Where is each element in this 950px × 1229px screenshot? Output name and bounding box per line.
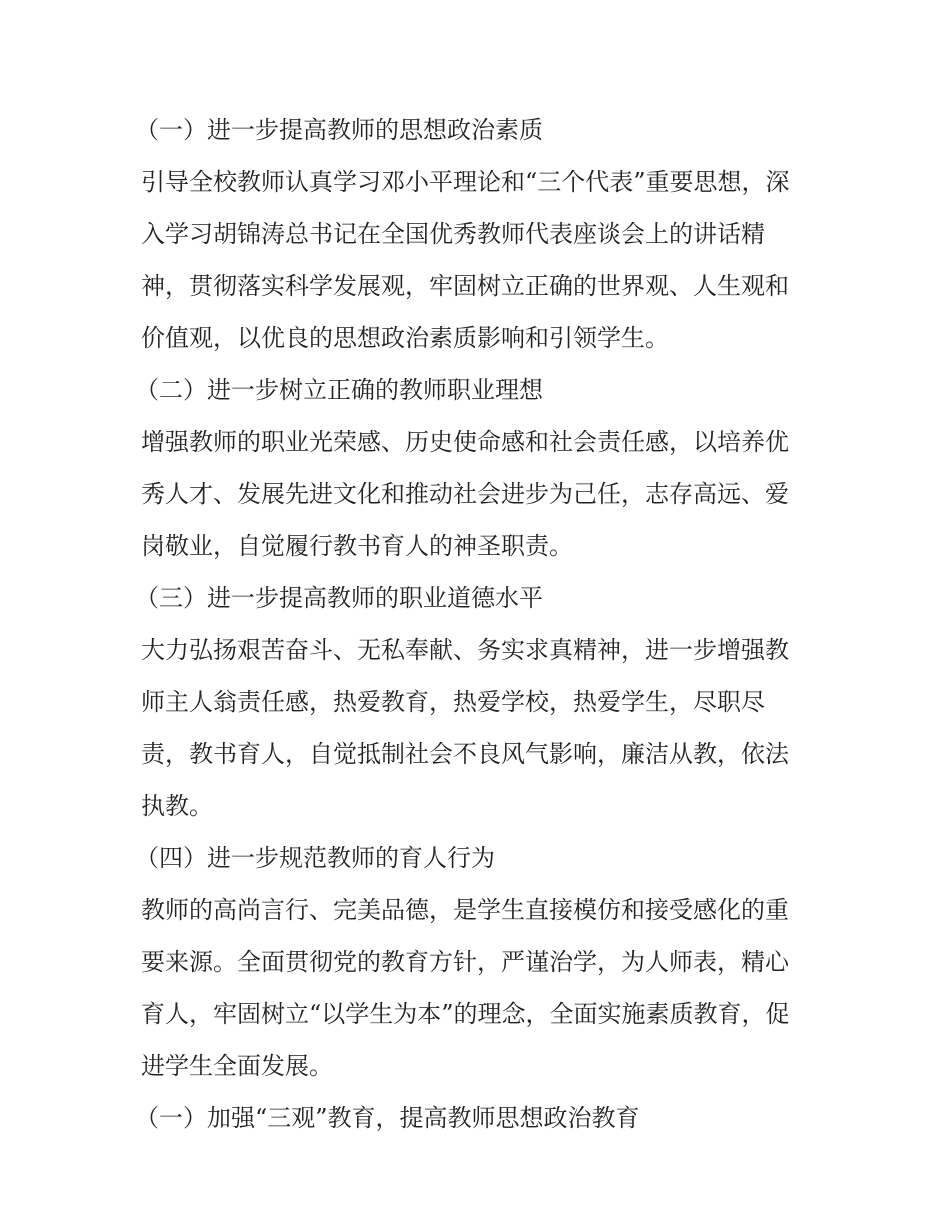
paragraph-line: 师主人翁责任感，热爱教育，热爱学校，热爱学生，尽职尽 (141, 688, 765, 716)
section-heading: （四）进一步规范教师的育人行为 (135, 844, 495, 872)
paragraph-line: 神，贯彻落实科学发展观，牢固树立正确的世界观、人生观和 (141, 272, 789, 300)
paragraph-line: 教师的高尚言行、完美品德，是学生直接模仿和接受感化的重 (141, 896, 789, 924)
paragraph-line: 岗敬业，自觉履行教书育人的神圣职责。 (141, 532, 573, 560)
paragraph-line: 引导全校教师认真学习邓小平理论和“三个代表”重要思想，深 (141, 168, 790, 196)
section-heading: （三）进一步提高教师的职业道德水平 (135, 584, 543, 612)
paragraph-line: 增强教师的职业光荣感、历史使命感和社会责任感，以培养优 (141, 428, 789, 456)
paragraph-line: 育人，牢固树立“以学生为本”的理念，全面实施素质教育，促 (141, 1000, 790, 1028)
document-body (135, 104, 813, 1144)
paragraph-line: 执教。 (141, 792, 213, 820)
section-heading: （一）加强“三观”教育，提高教师思想政治教育 (135, 1104, 640, 1132)
section-heading: （二）进一步树立正确的教师职业理想 (135, 376, 543, 404)
paragraph-line: 入学习胡锦涛总书记在全国优秀教师代表座谈会上的讲话精 (141, 220, 765, 248)
section-heading: （一）进一步提高教师的思想政治素质 (135, 116, 543, 144)
paragraph-line: 责，教书育人，自觉抵制社会不良风气影响，廉洁从教，依法 (141, 740, 789, 768)
paragraph-line: 价值观，以优良的思想政治素质影响和引领学生。 (141, 324, 669, 352)
paragraph-line: 要来源。全面贯彻党的教育方针，严谨治学，为人师表，精心 (141, 948, 789, 976)
paragraph-line: 秀人才、发展先进文化和推动社会进步为己任，志存高远、爱 (141, 480, 789, 508)
paragraph-line: 大力弘扬艰苦奋斗、无私奉献、务实求真精神，进一步增强教 (141, 636, 789, 664)
paragraph-line: 进学生全面发展。 (141, 1052, 333, 1080)
